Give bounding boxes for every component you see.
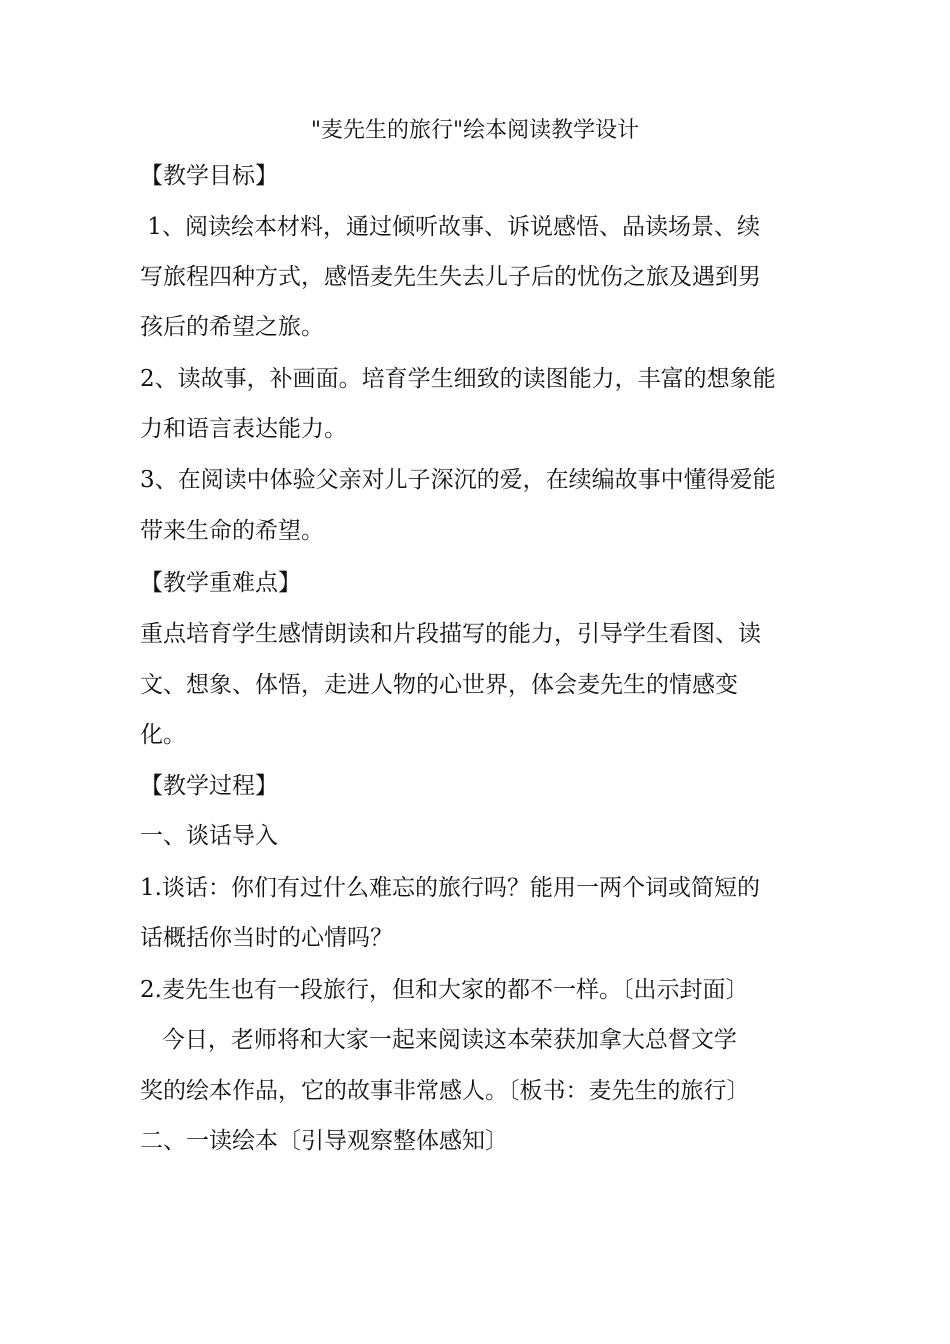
section-heading-objectives: 【教学目标】 [140,163,278,189]
paragraph-line: 化。 [140,722,186,748]
paragraph-line: 文、想象、体悟，走进人物的心世界，体会麦先生的情感变 [140,672,738,698]
section-heading-key-points: 【教学重难点】 [140,570,301,596]
paragraph-line: 话概括你当时的心情吗？ [140,925,393,951]
paragraph-line: 1、阅读绘本材料，通过倾听故事、诉说感悟、品读场景、续 [140,214,760,240]
paragraph-line: 1.谈话：你们有过什么难忘的旅行吗？能用一两个词或简短的 [140,875,760,901]
document-title: "麦先生的旅行"绘本阅读教学设计 [310,118,640,143]
subsection-heading: 二、一读绘本〔引导观察整体感知〕 [140,1128,508,1154]
paragraph-line: 今日，老师将和大家一起来阅读这本荣获加拿大总督文学 [140,1027,737,1053]
paragraph-line: 重点培育学生感情朗读和片段描写的能力，引导学生看图、读 [140,621,761,647]
paragraph-line: 孩后的希望之旅。 [140,314,324,340]
paragraph-line: 带来生命的希望。 [140,518,324,544]
paragraph-line: 2、读故事，补画面。培育学生细致的读图能力，丰富的想象能 [140,366,776,392]
paragraph-line: 2.麦先生也有一段旅行，但和大家的都不一样。〔出示封面〕 [140,977,749,1003]
section-heading-process: 【教学过程】 [140,773,278,799]
subsection-heading: 一、谈话导入 [140,823,278,849]
paragraph-line: 奖的绘本作品，它的故事非常感人。〔板书：麦先生的旅行〕 [140,1078,750,1104]
paragraph-line: 3、在阅读中体验父亲对儿子深沉的爱，在续编故事中懂得爱能 [140,467,776,493]
paragraph-line: 力和语言表达能力。 [140,416,347,442]
paragraph-line: 写旅程四种方式，感悟麦先生失去儿子后的忧伤之旅及遇到男 [140,264,761,290]
